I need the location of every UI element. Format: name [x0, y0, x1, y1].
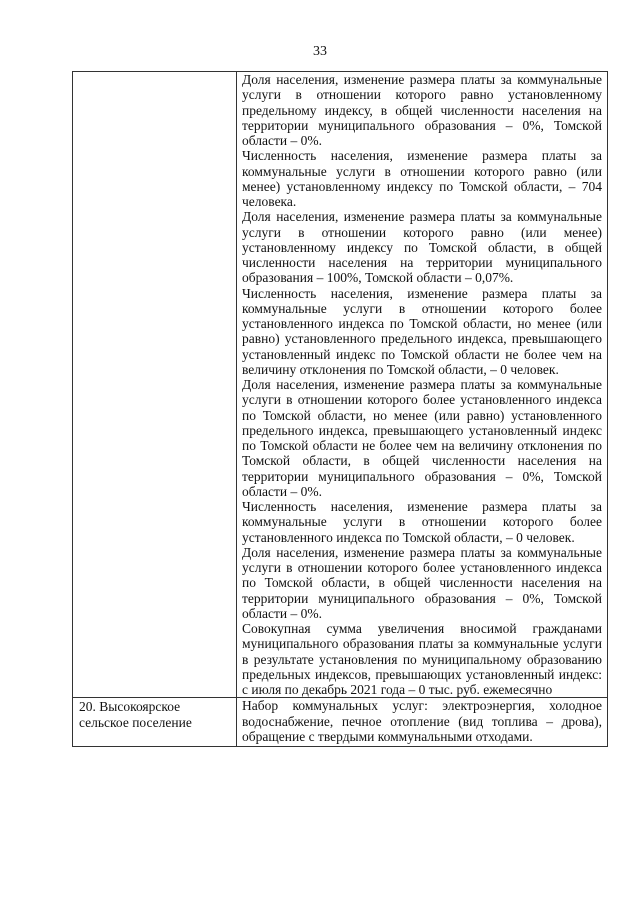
table-row: [73, 72, 608, 698]
indicator-paragraph: Доля населения, изменение размера платы за коммунальные услуги в отношении которого равно (или менее) установленному индексу по Томской области, в общей численности населения на территории муниципального образования – 100%, Томской области – 0,07%.: [242, 209, 602, 286]
indicator-paragraph: Численность населения, изменение размера платы за коммунальные услуги в отношении которого более установленного индекса по Томской области, но менее (или равно) установленного предельного индекса, превышающего установленный индекс по Томской области не более чем на величину отклонения по Томской области, – 0 человек.: [242, 285, 602, 377]
indicator-paragraph: Совокупная сумма увеличения вносимой гражданами муниципального образования платы за коммунальные услуги в результате установления по муниципальному образованию предельных индексов, превышающих установленный индекс: с июля по декабрь 2021 года – 0 тыс. руб. ежемесячно: [242, 621, 602, 697]
indicator-paragraph: Набор коммунальных услуг: электроэнергия, холодное водоснабжение, печное отопление (вид топлива – дрова), обращение с твердыми коммунальными отходами.: [242, 698, 602, 745]
indicators-cell: [237, 698, 608, 747]
indicator-paragraph: Доля населения, изменение размера платы за коммунальные услуги в отношении которого более установленного индекса по Томской области, но менее (или равно) установленного предельного индекса, превышающего установленный индекс по Томской области не более чем на величину отклонения по Томской области, в общей численности населения на территории муниципального образования – 0%, Томской области – 0%.: [242, 377, 602, 499]
indicators-cell: [237, 72, 608, 698]
indicators-table: [72, 71, 608, 747]
indicator-paragraph: Численность населения, изменение размера платы за коммунальные услуги в отношении которого равно (или менее) установленному индексу по Томской области, – 704 человека.: [242, 148, 602, 209]
indicator-paragraph: Доля населения, изменение размера платы за коммунальные услуги в отношении которого более установленного индекса по Томской области, в общей численности населения на территории муниципального образования – 0%, Томской области – 0%.: [242, 544, 602, 621]
municipality-cell: [73, 72, 237, 698]
page-number: 33: [313, 44, 327, 59]
indicator-paragraph: Доля населения, изменение размера платы за коммунальные услуги в отношении которого равно установленному предельному индексу, в общей численности населения на территории муниципального образования – 0%, Томской области – 0%.: [242, 72, 602, 148]
indicator-paragraph: Численность населения, изменение размера платы за коммунальные услуги в отношении которого более установленного индекса по Томской области, – 0 человек.: [242, 499, 602, 545]
municipality-name: 20. Высокоярское сельское поселение: [79, 699, 192, 731]
municipality-name: [73, 72, 236, 73]
municipality-cell: [73, 698, 237, 747]
table-row: [73, 698, 608, 747]
